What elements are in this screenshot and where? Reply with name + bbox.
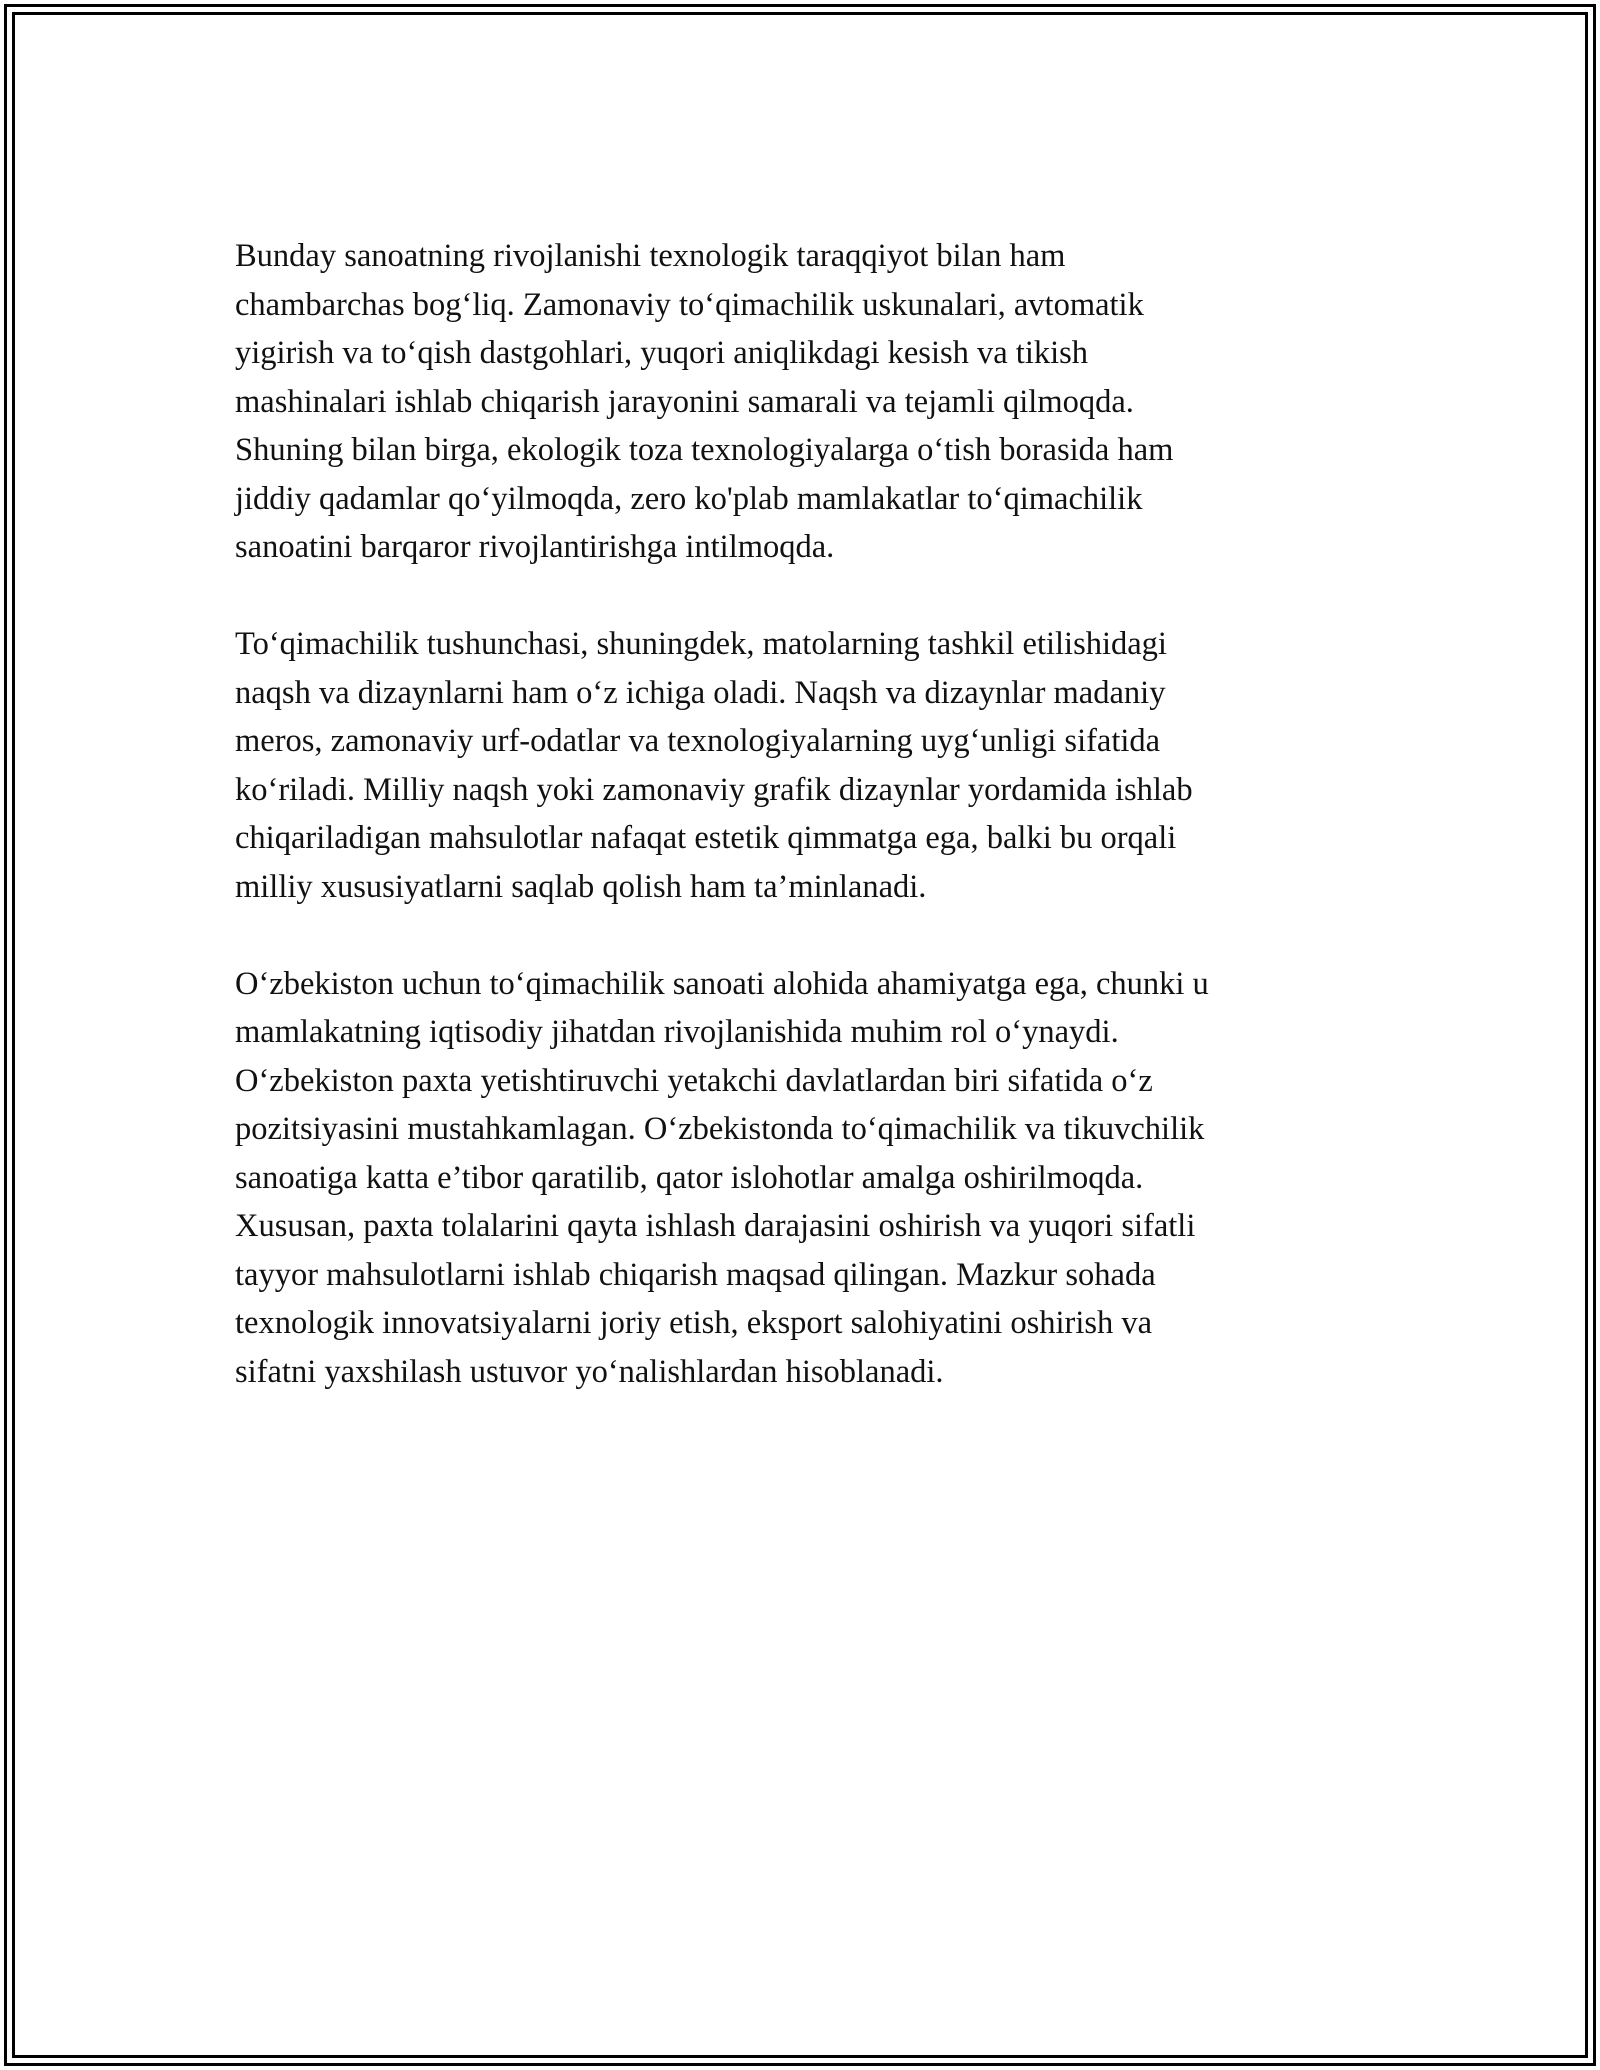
text-line: O‘zbekiston paxta yetishtiruvchi yetakchi davlatlardan biri sifatida o‘z [235, 1062, 1153, 1099]
text-line: O‘zbekiston uchun to‘qimachilik sanoati alohida ahamiyatga ega, chunki u [235, 965, 1209, 1002]
text-line: Bunday sanoatning rivojlanishi texnologik taraqqiyot bilan ham [235, 238, 1066, 274]
text-line: yigirish va to‘qish dastgohlari, yuqori aniqlikdagi kesish va tikish [235, 335, 1089, 371]
text-line: sifatni yaxshilash ustuvor yo‘nalishlardan hisoblanadi. [235, 1353, 944, 1390]
document-body [235, 232, 1345, 1445]
text-line: sanoatiga katta e’tibor qaratilib, qator islohotlar amalga oshirilmoqda. [235, 1159, 1144, 1196]
text-line: Xususan, paxta tolalarini qayta ishlash darajasini oshirish va yuqori sifatli [235, 1208, 1196, 1244]
text-line: ko‘riladi. Milliy naqsh yoki zamonaviy grafik dizaynlar yordamida ishlab [235, 771, 1193, 808]
text-line: chambarchas bog‘liq. Zamonaviy to‘qimachilik uskunalari, avtomatik [235, 286, 1144, 323]
text-line: tayyor mahsulotlarni ishlab chiqarish maqsad qilingan. Mazkur sohada [235, 1256, 1156, 1293]
text-line: meros, zamonaviy urf-odatlar va texnologiyalarning uyg‘unligi sifatida [235, 723, 1161, 759]
paragraph-2 [235, 620, 1345, 911]
text-line: milliy xususiyatlarni saqlab qolish ham ta’minlanadi. [235, 868, 927, 905]
text-line: pozitsiyasini mustahkamlagan. O‘zbekistonda to‘qimachilik va tikuvchilik [235, 1111, 1205, 1147]
text-line: sanoatini barqaror rivojlantirishga intilmoqda. [235, 529, 835, 565]
paragraph-3 [235, 960, 1345, 1397]
text-line: mashinalari ishlab chiqarish jarayonini samarali va tejamli qilmoqda. [235, 383, 1134, 420]
text-line: chiqariladigan mahsulotlar nafaqat estetik qimmatga ega, balki bu orqali [235, 820, 1177, 856]
text-line: Shuning bilan birga, ekologik toza texnologiyalarga o‘tish borasida ham [235, 432, 1174, 468]
paragraph-1 [235, 232, 1345, 572]
text-line: naqsh va dizaynlarni ham o‘z ichiga oladi. Naqsh va dizaynlar madaniy [235, 674, 1166, 711]
text-line: To‘qimachilik tushunchasi, shuningdek, matolarning tashkil etilishidagi [235, 626, 1167, 662]
text-line: jiddiy qadamlar qo‘yilmoqda, zero ko'plab mamlakatlar to‘qimachilik [235, 480, 1143, 517]
text-line: mamlakatning iqtisodiy jihatdan rivojlanishida muhim rol o‘ynaydi. [235, 1014, 1119, 1050]
text-line: texnologik innovatsiyalarni joriy etish, eksport salohiyatini oshirish va [235, 1305, 1153, 1341]
